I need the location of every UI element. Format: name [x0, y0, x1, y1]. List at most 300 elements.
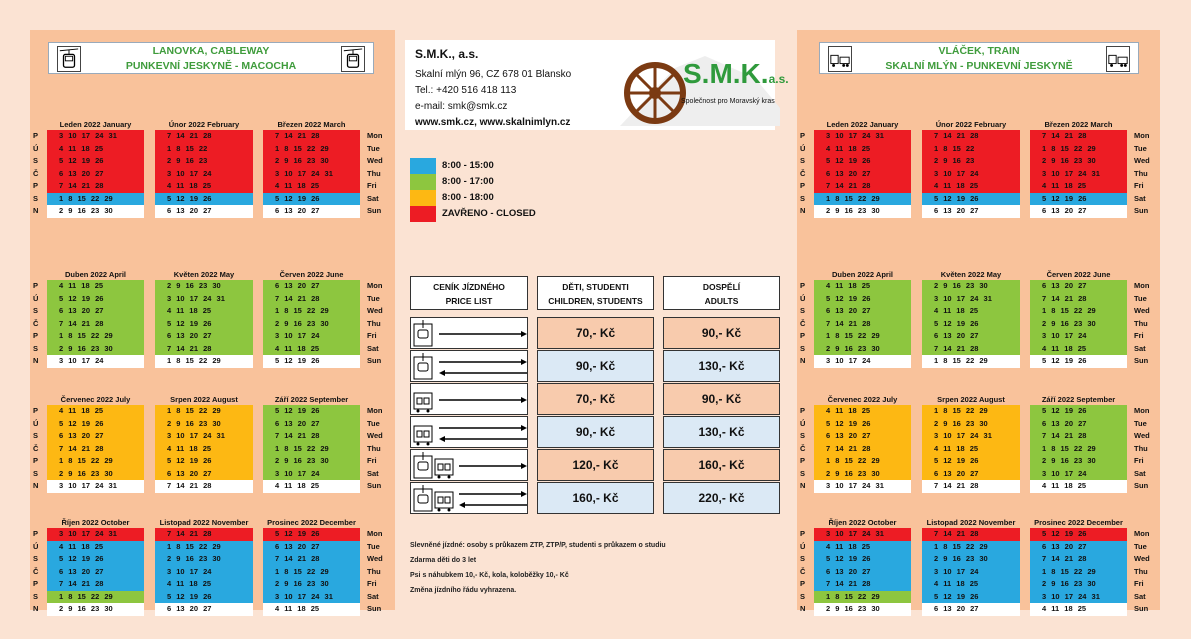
- day-label-cz: P: [800, 331, 806, 340]
- calendar-week-row: 1 8 15 22 29: [814, 330, 911, 343]
- note-dogs: Psi s náhubkem 10,- Kč, kola, koloběžky 10,- Kč: [410, 572, 569, 579]
- calendar-week-row: 2 9 16 23 30: [263, 318, 360, 331]
- day-label-en: Sun: [1134, 206, 1149, 215]
- calendar-week-row: 4 11 18 25: [1030, 343, 1127, 356]
- day-label-cz: S: [33, 343, 39, 353]
- calendar-week-row: 1 8 15 22: [922, 143, 1020, 156]
- calendar-week-row: 7 14 21 28: [814, 578, 911, 591]
- day-label-cz: S: [33, 156, 39, 165]
- legend-swatch: [410, 206, 436, 222]
- price-header-list: CENÍK JÍZDNÉHO PRICE LIST: [410, 276, 528, 310]
- calendar-week-row: 5 12 19 26: [155, 591, 253, 604]
- day-label-en: Thu: [1134, 318, 1148, 328]
- calendar-week-row: 5 12 19 26: [155, 193, 253, 206]
- calendar-week-row: 6 13 20 27: [263, 541, 360, 554]
- cable-car-icon: [341, 46, 365, 72]
- calendar-week-row: 1 8 15 22 29: [263, 566, 360, 579]
- calendar-week-row: 4 11 18 25: [263, 343, 360, 356]
- day-label-cz: P: [33, 131, 39, 140]
- calendar-week-row: 7 14 21 28: [1030, 430, 1127, 443]
- day-label-en: Mon: [1134, 131, 1150, 140]
- calendar-week-row: 3 10 17 24 31: [1030, 168, 1127, 181]
- calendar-week-row: 1 8 15 22 29: [814, 591, 911, 604]
- price-adult: 160,- Kč: [663, 449, 780, 481]
- calendar-week-row: 3 10 17 24: [922, 168, 1020, 181]
- month-title: Leden 2022 January: [59, 120, 132, 129]
- day-label-en: Sun: [367, 206, 382, 215]
- calendar-week-row: 2 9 16 23 30: [263, 155, 360, 168]
- calendar-week-row: 4 11 18 25: [47, 405, 144, 418]
- month-title: Listopad 2022 November: [926, 518, 1016, 527]
- company-email[interactable]: e-mail: smk@smk.cz: [415, 101, 508, 112]
- calendar-week-row: 2 9 16 23 30: [814, 468, 911, 481]
- day-label-en: Sun: [1134, 356, 1149, 365]
- day-label-cz: P: [33, 529, 39, 538]
- month-title: Únor 2022 February: [935, 120, 1007, 129]
- calendar-week-row: 2 9 16 23 30: [47, 603, 144, 616]
- calendar-week-row: 2 9 16 23 30: [1030, 455, 1127, 468]
- calendar-week-row: 7 14 21 28: [155, 480, 253, 493]
- calendar-week-row: 5 12 19 26: [47, 553, 144, 566]
- calendar-week-row: 5 12 19 26: [263, 193, 360, 206]
- company-name: S.M.K., a.s.: [415, 47, 479, 61]
- calendar-week-row: 4 11 18 25: [922, 305, 1020, 318]
- company-web[interactable]: www.smk.cz, www.skalnimlyn.cz: [415, 117, 571, 128]
- calendar-week-row: 3 10 17 24: [1030, 468, 1127, 481]
- day-label-en: Fri: [367, 456, 377, 465]
- calendar-week-row: 6 13 20 27: [47, 430, 144, 443]
- calendar-week-row: 6 13 20 27: [263, 205, 360, 218]
- legend-swatch: [410, 190, 436, 206]
- day-label-cz: P: [33, 281, 39, 290]
- calendar-week-row: 6 13 20 27: [263, 280, 360, 293]
- day-label-en: Mon: [1134, 281, 1150, 290]
- month-title: Srpen 2022 August: [170, 395, 238, 404]
- day-label-cz: P: [33, 181, 39, 190]
- calendar-week-row: 6 13 20 27: [1030, 541, 1127, 554]
- calendar-week-row: 3 10 17 24: [155, 566, 253, 579]
- day-label-cz: Č: [800, 443, 806, 453]
- legend-swatch: [410, 158, 436, 174]
- calendar-week-row: 6 13 20 27: [1030, 418, 1127, 431]
- day-label-cz: S: [33, 431, 39, 440]
- day-label-en: Tue: [367, 541, 380, 551]
- calendar-week-row: 5 12 19 26: [263, 528, 360, 541]
- day-label-cz: P: [33, 406, 39, 415]
- day-label-en: Tue: [367, 143, 380, 153]
- day-label-cz: S: [33, 468, 39, 478]
- month-title: Květen 2022 May: [173, 270, 235, 279]
- calendar-week-row: 1 8 15 22 29: [155, 541, 253, 554]
- calendar-week-row: 1 8 15 22 29: [1030, 566, 1127, 579]
- calendar-week-row: 4 11 18 25: [47, 541, 144, 554]
- logo-subtitle: Společnost pro Moravský kras: [681, 98, 775, 105]
- train-header: [819, 42, 1139, 74]
- calendar-week-row: 4 11 18 25: [155, 305, 253, 318]
- month-title: Březen 2022 March: [1044, 120, 1113, 129]
- day-label-en: Wed: [367, 431, 383, 440]
- calendar-week-row: 6 13 20 27: [922, 603, 1020, 616]
- calendar-week-row: 1 8 15 22 29: [814, 455, 911, 468]
- calendar-week-row: 7 14 21 28: [47, 578, 144, 591]
- cableway-title: LANOVKA, CABLEWAY PUNKEVNÍ JESKYNĚ - MACOCHA: [125, 45, 297, 72]
- day-label-cz: P: [33, 331, 39, 340]
- day-label-cz: P: [800, 181, 806, 190]
- price-row: [410, 482, 780, 514]
- calendar-week-row: 1 8 15 22 29: [1030, 305, 1127, 318]
- day-label-en: Sat: [1134, 468, 1146, 478]
- company-box: [405, 40, 789, 130]
- calendar-week-row: 5 12 19 26: [922, 455, 1020, 468]
- calendar-week-row: 1 8 15 22 29: [47, 455, 144, 468]
- month-title: Únor 2022 February: [168, 120, 240, 129]
- calendar-week-row: 2 9 16 23 30: [814, 603, 911, 616]
- day-label-en: Sun: [1134, 604, 1149, 613]
- calendar-week-row: 6 13 20 27: [922, 468, 1020, 481]
- calendar-week-row: 5 12 19 26: [155, 318, 253, 331]
- company-address: Skalní mlýn 96, CZ 678 01 Blansko: [415, 69, 572, 80]
- day-label-en: Sun: [1134, 481, 1149, 490]
- calendar-week-row: 5 12 19 26: [47, 293, 144, 306]
- calendar-week-row: 4 11 18 25: [1030, 480, 1127, 493]
- day-label-en: Wed: [1134, 554, 1150, 563]
- day-label-en: Thu: [1134, 566, 1148, 576]
- day-label-cz: S: [33, 306, 39, 315]
- calendar-week-row: 4 11 18 25: [263, 603, 360, 616]
- calendar-week-row: 6 13 20 27: [155, 205, 253, 218]
- day-label-en: Fri: [1134, 456, 1144, 465]
- day-label-cz: Č: [33, 443, 39, 453]
- price-child: 120,- Kč: [537, 449, 654, 481]
- calendar-week-row: 5 12 19 26: [814, 293, 911, 306]
- day-label-cz: N: [33, 604, 39, 613]
- calendar-week-row: 3 10 17 24 31: [47, 480, 144, 493]
- month-title: Březen 2022 March: [277, 120, 346, 129]
- day-label-en: Sat: [367, 343, 379, 353]
- calendar-week-row: 4 11 18 25: [155, 578, 253, 591]
- calendar-week-row: 2 9 16 23 30: [922, 553, 1020, 566]
- calendar-week-row: 5 12 19 26: [814, 553, 911, 566]
- cableway-header: [48, 42, 374, 74]
- day-label-en: Fri: [1134, 331, 1144, 340]
- notes: [410, 538, 666, 598]
- logo-text: S.M.K.a.s.: [683, 58, 789, 89]
- legend-label: 8:00 - 17:00: [442, 176, 494, 187]
- price-child: 90,- Kč: [537, 350, 654, 382]
- month-title: Srpen 2022 August: [937, 395, 1005, 404]
- day-label-cz: P: [33, 579, 39, 588]
- month-title: Říjen 2022 October: [61, 518, 130, 527]
- price-adult: 130,- Kč: [663, 416, 780, 448]
- calendar-week-row: 6 13 20 27: [814, 168, 911, 181]
- calendar-week-row: 5 12 19 26: [814, 155, 911, 168]
- legend-label: ZAVŘENO - CLOSED: [442, 208, 536, 219]
- calendar-week-row: 5 12 19 26: [922, 318, 1020, 331]
- day-label-en: Wed: [1134, 431, 1150, 440]
- calendar-week-row: 3 10 17 24 31: [155, 430, 253, 443]
- legend-swatch: [410, 174, 436, 190]
- price-child: 70,- Kč: [537, 383, 654, 415]
- calendar-week-row: 2 9 16 23 30: [155, 280, 253, 293]
- calendar-week-row: 1 8 15 22 29: [263, 143, 360, 156]
- price-child: 90,- Kč: [537, 416, 654, 448]
- cableway-calendar: [30, 120, 395, 620]
- day-label-cz: Č: [33, 566, 39, 576]
- calendar-week-row: 2 9 16 23: [922, 155, 1020, 168]
- day-label-en: Fri: [367, 579, 377, 588]
- day-label-cz: N: [33, 481, 39, 490]
- month-title: Leden 2022 January: [826, 120, 899, 129]
- calendar-week-row: 2 9 16 23 30: [1030, 155, 1127, 168]
- calendar-week-row: 5 12 19 26: [922, 193, 1020, 206]
- legend-label: 8:00 - 15:00: [442, 160, 494, 171]
- calendar-week-row: 4 11 18 25: [263, 480, 360, 493]
- calendar-week-row: 2 9 16 23 30: [814, 343, 911, 356]
- calendar-week-row: 4 11 18 25: [155, 443, 253, 456]
- calendar-week-row: 6 13 20 27: [47, 566, 144, 579]
- calendar-week-row: 7 14 21 28: [47, 180, 144, 193]
- cable-car-up-icon: [410, 317, 528, 349]
- day-label-en: Mon: [367, 281, 383, 290]
- day-label-en: Tue: [1134, 293, 1147, 303]
- day-label-cz: Ú: [33, 143, 39, 153]
- calendar-week-row: 2 9 16 23 30: [155, 553, 253, 566]
- month-title: Červen 2022 June: [1046, 270, 1111, 279]
- calendar-week-row: 7 14 21 28: [263, 130, 360, 143]
- calendar-week-row: 3 10 17 24 31: [814, 528, 911, 541]
- calendar-week-row: 1 8 15 22 29: [1030, 443, 1127, 456]
- calendar-week-row: 7 14 21 28: [263, 553, 360, 566]
- day-label-en: Tue: [367, 293, 380, 303]
- calendar-week-row: 3 10 17 24: [922, 566, 1020, 579]
- price-child: 70,- Kč: [537, 317, 654, 349]
- train-oneway-icon: [410, 383, 528, 415]
- calendar-week-row: 6 13 20 27: [922, 330, 1020, 343]
- day-label-cz: S: [800, 554, 806, 563]
- day-label-en: Sat: [367, 193, 379, 203]
- price-header-children: DĚTI, STUDENTI CHILDREN, STUDENTS: [537, 276, 654, 310]
- day-label-en: Sat: [1134, 591, 1146, 601]
- calendar-week-row: 7 14 21 28: [155, 130, 253, 143]
- month-title: Září 2022 September: [274, 395, 349, 404]
- legend-label: 8:00 - 18:00: [442, 192, 494, 203]
- calendar-week-row: 3 10 17 24 31: [47, 528, 144, 541]
- calendar-week-row: 4 11 18 25: [1030, 603, 1127, 616]
- calendar-week-row: 1 8 15 22: [155, 143, 253, 156]
- day-label-cz: N: [800, 481, 806, 490]
- calendar-week-row: 7 14 21 28: [47, 318, 144, 331]
- calendar-week-row: 3 10 17 24 31: [47, 130, 144, 143]
- day-label-en: Tue: [1134, 418, 1147, 428]
- calendar-week-row: 7 14 21 28: [814, 443, 911, 456]
- calendar-week-row: 2 9 16 23: [155, 155, 253, 168]
- calendar-week-row: 5 12 19 26: [814, 418, 911, 431]
- info-column: [405, 40, 789, 620]
- day-label-en: Thu: [367, 566, 381, 576]
- note-reduced: Slevněné jízdné: osoby s průkazem ZTP, ZTP/P, studenti s průkazem o studiu: [410, 542, 666, 549]
- calendar-week-row: 6 13 20 27: [922, 205, 1020, 218]
- smk-logo: [615, 48, 789, 128]
- calendar-week-row: 1 8 15 22 29: [922, 355, 1020, 368]
- calendar-week-row: 2 9 16 23 30: [1030, 578, 1127, 591]
- day-label-cz: P: [800, 406, 806, 415]
- calendar-week-row: 6 13 20 27: [155, 468, 253, 481]
- company-phone[interactable]: Tel.: +420 516 418 113: [415, 85, 517, 96]
- day-label-cz: Č: [33, 318, 39, 328]
- calendar-week-row: 3 10 17 24: [263, 468, 360, 481]
- day-label-en: Mon: [367, 529, 383, 538]
- day-label-cz: S: [800, 431, 806, 440]
- calendar-week-row: 2 9 16 23 30: [922, 280, 1020, 293]
- calendar-week-row: 7 14 21 28: [814, 180, 911, 193]
- price-row: [410, 383, 780, 415]
- price-adult: 90,- Kč: [663, 317, 780, 349]
- calendar-week-row: 7 14 21 28: [1030, 553, 1127, 566]
- calendar-week-row: 3 10 17 24 31: [922, 293, 1020, 306]
- day-label-cz: P: [33, 456, 39, 465]
- day-label-cz: S: [800, 306, 806, 315]
- price-adult: 90,- Kč: [663, 383, 780, 415]
- calendar-week-row: 1 8 15 22 29: [263, 443, 360, 456]
- day-label-en: Thu: [1134, 168, 1148, 178]
- day-label-en: Sun: [367, 481, 382, 490]
- calendar-week-row: 6 13 20 27: [47, 168, 144, 181]
- calendar-week-row: 5 12 19 26: [263, 355, 360, 368]
- month-title: Červenec 2022 July: [60, 395, 131, 404]
- day-label-en: Fri: [367, 331, 377, 340]
- month-title: Říjen 2022 October: [828, 518, 897, 527]
- calendar-week-row: 2 9 16 23 30: [263, 578, 360, 591]
- note-free: Zdarma děti do 3 let: [410, 557, 477, 564]
- calendar-week-row: 5 12 19 26: [263, 405, 360, 418]
- month-title: Prosinec 2022 December: [267, 518, 356, 527]
- calendar-week-row: 1 8 15 22 29: [922, 541, 1020, 554]
- day-label-cz: S: [800, 193, 806, 203]
- calendar-week-row: 4 11 18 25: [155, 180, 253, 193]
- day-label-cz: N: [33, 356, 39, 365]
- day-label-cz: Ú: [800, 541, 806, 551]
- day-label-en: Wed: [367, 554, 383, 563]
- day-label-cz: N: [800, 604, 806, 613]
- day-label-cz: S: [800, 468, 806, 478]
- day-label-en: Sat: [367, 591, 379, 601]
- day-label-en: Fri: [1134, 579, 1144, 588]
- calendar-week-row: 7 14 21 28: [263, 430, 360, 443]
- month-title: Září 2022 September: [1041, 395, 1116, 404]
- calendar-week-row: 1 8 15 22 29: [814, 193, 911, 206]
- calendar-week-row: 3 10 17 24: [263, 330, 360, 343]
- cable-car-return-icon: [410, 350, 528, 382]
- calendar-week-row: 6 13 20 27: [1030, 280, 1127, 293]
- calendar-week-row: 1 8 15 22 29: [155, 405, 253, 418]
- month-title: Listopad 2022 November: [159, 518, 249, 527]
- price-header-adults: DOSPĚLÍ ADULTS: [663, 276, 780, 310]
- calendar-week-row: 4 11 18 25: [263, 180, 360, 193]
- day-label-cz: Ú: [800, 418, 806, 428]
- calendar-week-row: 7 14 21 28: [1030, 293, 1127, 306]
- day-label-cz: S: [800, 591, 806, 601]
- calendar-week-row: 7 14 21 28: [922, 480, 1020, 493]
- day-label-cz: S: [33, 591, 39, 601]
- calendar-week-row: 2 9 16 23 30: [263, 455, 360, 468]
- calendar-week-row: 4 11 18 25: [922, 180, 1020, 193]
- calendar-week-row: 3 10 17 24: [47, 355, 144, 368]
- day-label-cz: S: [800, 156, 806, 165]
- calendar-week-row: 7 14 21 28: [155, 343, 253, 356]
- calendar-week-row: 7 14 21 28: [263, 293, 360, 306]
- calendar-week-row: 3 10 17 24 31: [814, 130, 911, 143]
- day-label-cz: Ú: [800, 293, 806, 303]
- calendar-week-row: 3 10 17 24: [1030, 330, 1127, 343]
- price-row: [410, 350, 780, 382]
- train-icon: [1106, 46, 1130, 72]
- day-label-en: Mon: [367, 131, 383, 140]
- day-label-en: Sat: [367, 468, 379, 478]
- day-label-cz: N: [800, 206, 806, 215]
- calendar-week-row: 5 12 19 26: [47, 418, 144, 431]
- day-label-en: Sat: [1134, 343, 1146, 353]
- train-icon: [828, 46, 852, 72]
- calendar-week-row: 6 13 20 27: [155, 330, 253, 343]
- cable-car-icon: [57, 46, 81, 72]
- day-label-en: Fri: [367, 181, 377, 190]
- calendar-week-row: 2 9 16 23 30: [47, 205, 144, 218]
- day-label-en: Tue: [367, 418, 380, 428]
- day-label-cz: Ú: [33, 541, 39, 551]
- day-label-en: Wed: [367, 306, 383, 315]
- calendar-week-row: 1 8 15 22 29: [922, 405, 1020, 418]
- day-label-en: Sun: [367, 356, 382, 365]
- calendar-week-row: 6 13 20 27: [47, 305, 144, 318]
- day-label-cz: P: [800, 281, 806, 290]
- day-label-cz: P: [800, 131, 806, 140]
- month-title: Duben 2022 April: [65, 270, 126, 279]
- day-label-cz: Ú: [33, 418, 39, 428]
- day-label-en: Mon: [367, 406, 383, 415]
- calendar-week-row: 3 10 17 24 31: [922, 430, 1020, 443]
- combo-oneway-icon: [410, 449, 528, 481]
- month-title: Prosinec 2022 December: [1034, 518, 1123, 527]
- price-row: [410, 317, 780, 349]
- calendar-week-row: 3 10 17 24: [814, 355, 911, 368]
- calendar-week-row: 5 12 19 26: [922, 591, 1020, 604]
- month-title: Květen 2022 May: [940, 270, 1002, 279]
- calendar-week-row: 5 12 19 26: [1030, 193, 1127, 206]
- day-label-cz: Č: [800, 168, 806, 178]
- calendar-week-row: 3 10 17 24 31: [263, 591, 360, 604]
- calendar-week-row: 6 13 20 27: [155, 603, 253, 616]
- day-label-cz: N: [800, 356, 806, 365]
- train-title: VLÁČEK, TRAIN SKALNÍ MLÝN - PUNKEVNÍ JESKYNĚ: [885, 45, 1073, 72]
- day-label-cz: P: [800, 579, 806, 588]
- month-title: Duben 2022 April: [832, 270, 893, 279]
- calendar-week-row: 4 11 18 25: [47, 143, 144, 156]
- price-adult: 130,- Kč: [663, 350, 780, 382]
- calendar-week-row: 7 14 21 28: [922, 130, 1020, 143]
- day-label-cz: S: [800, 343, 806, 353]
- day-label-en: Fri: [1134, 181, 1144, 190]
- calendar-week-row: 5 12 19 26: [47, 155, 144, 168]
- day-label-en: Thu: [1134, 443, 1148, 453]
- calendar-week-row: 1 8 15 22 29: [263, 305, 360, 318]
- calendar-week-row: 1 8 15 22 29: [47, 330, 144, 343]
- calendar-week-row: 5 12 19 26: [1030, 355, 1127, 368]
- day-label-cz: Č: [800, 318, 806, 328]
- calendar-week-row: 3 10 17 24 31: [263, 168, 360, 181]
- train-return-icon: [410, 416, 528, 448]
- calendar-week-row: 3 10 17 24 31: [814, 480, 911, 493]
- calendar-week-row: 6 13 20 27: [263, 418, 360, 431]
